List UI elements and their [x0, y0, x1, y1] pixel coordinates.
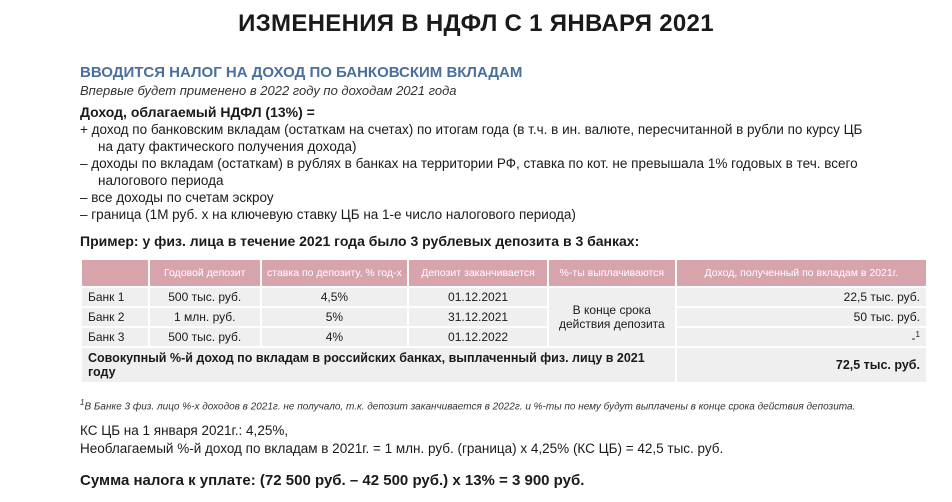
deposit-cell: 500 тыс. руб.	[149, 327, 261, 347]
deposit-cell: 1 млн. руб.	[149, 307, 261, 327]
rate-cell: 4%	[261, 327, 409, 347]
income-line: на дату фактического получения дохода)	[98, 139, 357, 154]
income-heading: Доход, облагаемый НДФЛ (13%) =	[80, 104, 315, 120]
payout-cell: В конце срока действия депозита	[548, 287, 676, 347]
footnote-text: В Банке 3 физ. лицо %-х доходов в 2021г. не получало, т.к. депозит заканчивается в 2022г. и %-ты по нему будут выплачены в конце срока действия депозита.	[84, 401, 856, 413]
income-cell: 50 тыс. руб.	[676, 307, 927, 327]
page-title: ИЗМЕНЕНИЯ В НДФЛ С 1 ЯНВАРЯ 2021	[238, 10, 714, 37]
nontaxable-line: Необлагаемый %-й доход по вкладам в 2021г. = 1 млн. руб. (граница) х 4,25% (КС ЦБ) = 42,5 тыс. руб.	[80, 441, 724, 456]
column-header: ставка по депозиту, % год-х	[261, 259, 409, 287]
bank-cell: Банк 1	[81, 287, 149, 307]
footnote	[80, 398, 855, 412]
total-label: Совокупный %-й доход по вкладам в российских банках, выплаченный физ. лицу в 2021 году	[81, 347, 676, 383]
footnote-marker: 1	[915, 329, 920, 339]
footnote-number: 1	[80, 398, 85, 407]
table-row	[81, 307, 927, 327]
table-row	[81, 287, 927, 307]
income-cell: 22,5 тыс. руб.	[676, 287, 927, 307]
column-header: %-ты выплачиваются	[548, 259, 676, 287]
tax-sum: Сумма налога к уплате: (72 500 руб. – 42 500 руб.) х 13% = 3 900 руб.	[80, 472, 585, 489]
rate-cell: 4,5%	[261, 287, 409, 307]
section-subtitle: ВВОДИТСЯ НАЛОГ НА ДОХОД ПО БАНКОВСКИМ ВКЛАДАМ	[80, 64, 523, 81]
rate-cell: 5%	[261, 307, 409, 327]
calculation-block	[80, 422, 930, 458]
income-definition	[80, 104, 930, 223]
column-header	[81, 259, 149, 287]
ends-cell: 01.12.2021	[408, 287, 548, 307]
income-cell	[676, 327, 927, 347]
income-line: + доход по банковским вкладам (остаткам на счетах) по итогам года (в т.ч. в ин. валюте, пересчитанной в рубли по курсу ЦБ	[80, 122, 863, 137]
column-header: Доход, полученный по вкладам в 2021г.	[676, 259, 927, 287]
table-row	[81, 327, 927, 347]
income-line: – доходы по вкладам (остаткам) в рублях в банках на территории РФ, ставка по кот. не превышала 1% годовых в теч. всего	[80, 156, 858, 171]
total-row	[81, 347, 927, 383]
example-heading: Пример: у физ. лица в течение 2021 года было 3 рублевых депозита в 3 банках:	[80, 233, 640, 249]
income-value: -	[911, 330, 916, 345]
ends-cell: 31.12.2021	[408, 307, 548, 327]
column-header: Годовой депозит	[149, 259, 261, 287]
application-note: Впервые будет применено в 2022 году по доходам 2021 года	[80, 83, 457, 98]
income-line: – все доходы по счетам эскроу	[80, 190, 274, 205]
deposit-table	[80, 258, 928, 384]
ends-cell: 01.12.2022	[408, 327, 548, 347]
key-rate-line: КС ЦБ на 1 января 2021г.: 4,25%,	[80, 423, 289, 438]
bank-cell: Банк 3	[81, 327, 149, 347]
total-value: 72,5 тыс. руб.	[676, 347, 927, 383]
column-header: Депозит заканчивается	[408, 259, 548, 287]
table-header-row	[81, 259, 927, 287]
income-line: – граница (1М руб. х на ключевую ставку ЦБ на 1-е число налогового периода)	[80, 207, 576, 222]
deposit-cell: 500 тыс. руб.	[149, 287, 261, 307]
income-line: налогового периода	[98, 173, 224, 188]
bank-cell: Банк 2	[81, 307, 149, 327]
